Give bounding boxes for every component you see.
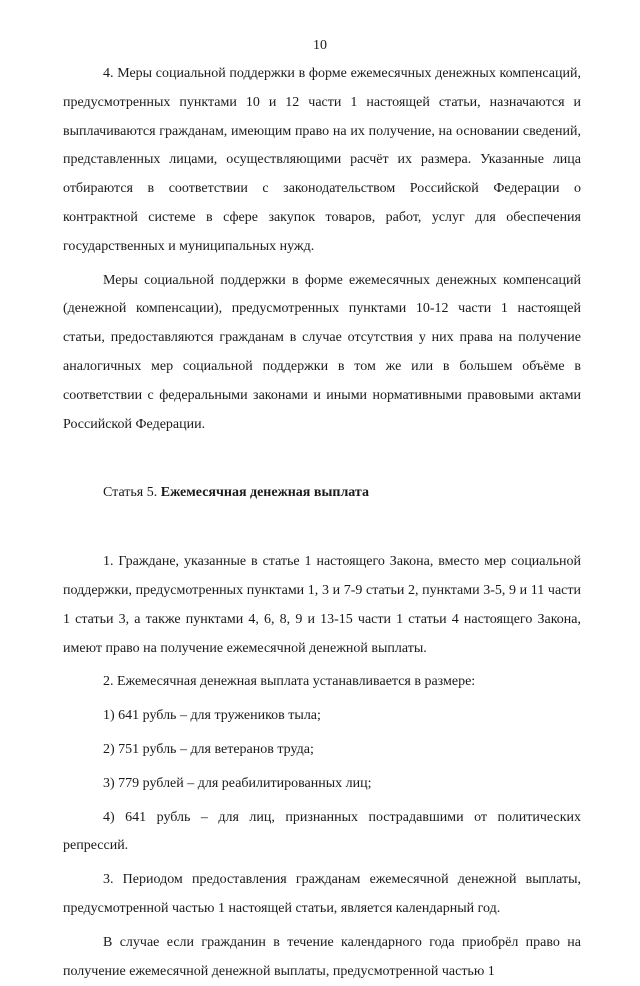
article-title: Ежемесячная денежная выплата xyxy=(160,485,369,501)
paragraph-measures-conditions: Меры социальной поддержки в форме ежемесячных денежных компенсаций (денежной компенсации), предусмотренных пунктами 10-12 части 1 настоящей статьи, предоставляются гражданам в случае отсутствия у них права на получение аналогичных мер социальной поддержки в том же или в большем объёме в соответствии с федеральными законами и иными нормативными правовыми актами Российской Федерации. xyxy=(63,272,581,432)
paragraph-payment-amount: 2. Ежемесячная денежная выплата устанавливается в размере: xyxy=(103,674,476,690)
paragraph-right-acquired: В случае если гражданин в течение календарного года приобрёл право на получение ежемесячной денежной выплаты, предусмотренной частью 1 xyxy=(63,934,581,979)
document-body xyxy=(63,60,581,986)
list-item: 3) 779 рублей – для реабилитированных лиц; xyxy=(103,775,372,791)
paragraph-citizens-right: 1. Граждане, указанные в статье 1 настоящего Закона, вместо мер социальной поддержки, предусмотренных пунктами 1, 3 и 7-9 статьи 2, пунктами 3-5, 9 и 11 части 1 статьи 3, а также пунктами 4, 6, 8, 9 и 13-15 части 1 статьи 4 настоящего Закона, имеют право на получение ежемесячной денежной выплаты. xyxy=(63,554,581,656)
page-number: 10 xyxy=(313,38,327,53)
article-heading xyxy=(63,479,581,508)
article-number: Статья 5. xyxy=(103,485,161,501)
list-item: 2) 751 рубль – для ветеранов труда; xyxy=(103,741,314,757)
paragraph-payment-period: 3. Периодом предоставления гражданам ежемесячной денежной выплаты, предусмотренной частью 1 настоящей статьи, является календарный год. xyxy=(63,872,581,916)
list-item: 1) 641 рубль – для тружеников тыла; xyxy=(103,708,321,724)
paragraph-measures-compensation: 4. Меры социальной поддержки в форме ежемесячных денежных компенсаций, предусмотренных пунктами 10 и 12 части 1 настоящей статьи, назначаются и выплачиваются гражданам, имеющим право на их получение, на основании сведений, представленных лицами, осуществляющими расчёт их размера. Указанные лица отбираются в соответствии с законодательством Российской Федерации о контрактной системе в сфере закупок товаров, работ, услуг для обеспечения государственных и муниципальных нужд. xyxy=(63,66,581,254)
list-item: 4) 641 рубль – для лиц, признанных пострадавшими от политических репрессий. xyxy=(63,809,581,854)
payment-amount-list xyxy=(63,702,581,861)
